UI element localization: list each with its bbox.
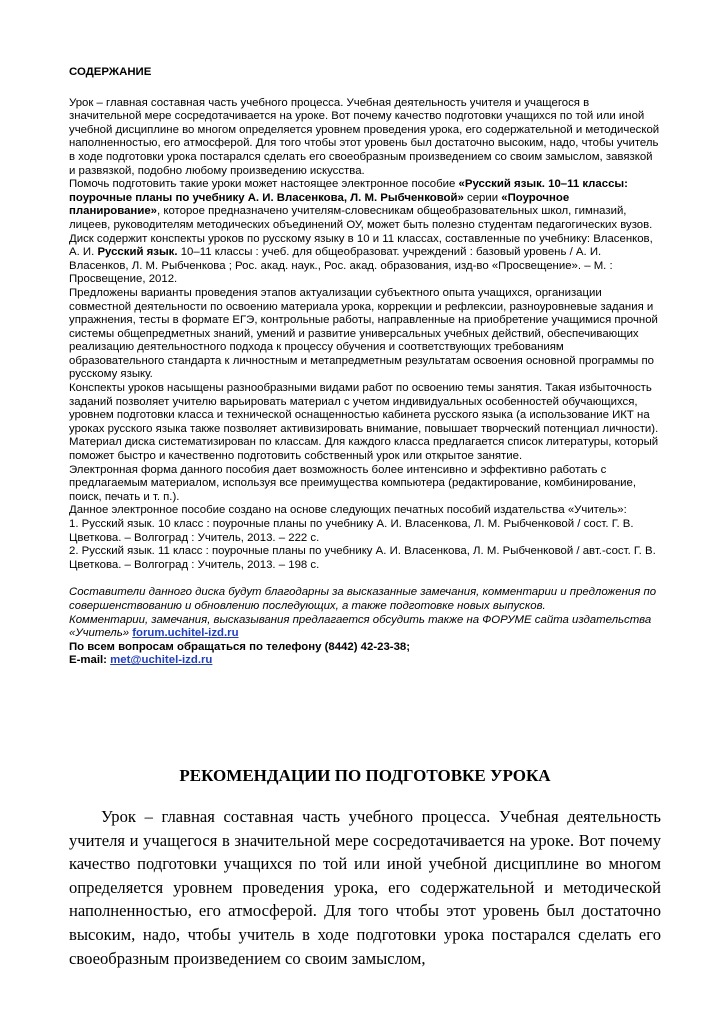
forum-note [69, 614, 661, 641]
electronic-form-paragraph: Электронная форма данного пособия дает возможность более интенсивно и эффективно работать с предлагаемым материалом, используя все преимущества компьютера (редактирование, комбинирование, поиск, печать и т. п.). [69, 463, 637, 503]
source-item-2: 2. Русский язык. 11 класс : поурочные планы по учебнику А. И. Власенкова, Л. М. Рыбченковой / авт.-сост. Г. В. Цветкова. – Волгоград : Учитель, 2013. – 198 с. [69, 545, 656, 571]
manual-title: «Русский язык. 10–11 классы: поурочные планы по учебнику А. И. Власенкова, Л. М. Рыбченковой» [69, 178, 628, 204]
disk-text-2: 10–11 классы : учеб. для общеобразоват. учреждений : базовый уровень / А. И. Власенков, Л. М. Рыбченкова ; Рос. акад. наук., Рос. акад. образования, изд-во «Просвещение». – М. : Просвещение, 2012. [69, 246, 613, 286]
lesson-notes-paragraph: Конспекты уроков насыщены разнообразными видами работ по освоению темы занятия. Такая избыточность заданий позволяет учителю варьировать материал с учетом индивидуальных особенностей обучающихся, уровнем подготовки класса и технической оснащенностью кабинета русского языка (а использование ИКТ на уроках русского языка также позволяет активизировать внимание, повышает творческий потенциал личности). [69, 382, 659, 435]
intro-paragraph: Урок – главная составная часть учебного процесса. Учебная деятельность учителя и учащегося в значительной мере сосредотачивается на уроке. Вот почему качество подготовки учащихся по той или иной учебной дисциплине во многом определяется уровнем проведения урока, его содержательной и методической наполненностью, его атмосферой. Для того чтобы этот уровень был достаточно высоким, надо, чтобы учитель в ходе подготовки урока постарался сделать его своеобразным произведением со своим замыслом, завязкой и развязкой, подобно любому произведению искусства. [69, 96, 660, 177]
printed-sources-paragraph: Данное электронное пособие создано на основе следующих печатных пособий издательства «Учитель»: [69, 504, 627, 517]
phone-line [69, 641, 661, 655]
forum-link[interactable]: forum.uchitel-izd.ru [132, 627, 239, 640]
manual-desc-text-2: серии [463, 191, 502, 204]
systematization-paragraph: Материал диска систематизирован по классам. Для каждого класса предлагается список литературы, который поможет быстро и качественно подготовить собственный урок или открытое занятие. [69, 436, 659, 463]
contents-block [69, 66, 661, 668]
manual-desc-text-1: Помочь подготовить такие уроки может настоящее электронное пособие [69, 178, 459, 191]
series-title: «Поурочное планирование» [69, 191, 570, 218]
contents-heading: СОДЕРЖАНИЕ [69, 66, 152, 78]
email-label: E-mail: [69, 654, 111, 667]
disk-text-1: Диск содержит конспекты уроков по русскому языку в 10 и 11 классах, составленные по учебнику: Власенков, А. И. [69, 232, 653, 259]
disk-contents-paragraph [69, 233, 661, 287]
section-title: РЕКОМЕНДАЦИИ ПО ПОДГОТОВКЕ УРОКА [179, 766, 551, 785]
source-item-1: 1. Русский язык. 10 класс : поурочные планы по учебнику А. И. Власенкова, Л. М. Рыбченковой / сост. Г. В. Цветкова. – Волгоград : Учитель, 2013. – 222 с. [69, 518, 634, 544]
feedback-note [69, 586, 661, 613]
feedback-text: Составители данного диска будут благодарны за высказанные замечания, комментарии и предложения по совершенствованию и обновлению последующих, а также подготовке новых выпусков. [69, 586, 657, 612]
email-link[interactable]: met@uchitel-izd.ru [110, 654, 213, 667]
stages-paragraph: Предложены варианты проведения этапов актуализации субъектного опыта учащихся, организации совместной деятельности по освоению материала урока, коррекции и рефлексии, разноуровневые задания и упражнения, тесты в формате ЕГЭ, контрольные работы, направленные на приобретение учащимися прочной системы общепредметных знаний, умений и развитие универсальных учебных действий, обеспечивающих реализацию деятельностного подхода к процессу обучения и соответствующих требованиям образовательного стандарта к личностным и метапредметным результатам освоения основной программы по русскому языку. [69, 286, 658, 381]
textbook-title: Русский язык. [97, 246, 178, 259]
forum-text: Комментарии, замечания, высказывания предлагается обсудить также на ФОРУМЕ сайта издательства «Учитель» [69, 613, 652, 640]
email-line [69, 654, 661, 668]
spacer [69, 572, 661, 586]
section-body: Урок – главная составная часть учебного процесса. Учебная деятельность учителя и учащегося в значительной мере сосредотачивается на уроке. Вот почему качество подготовки учащихся по той или иной учебной дисциплине во многом определяется уровнем проведения урока, его содержательной и методической наполненностью, его атмосферой. Для того чтобы этот уровень был достаточно высоким, надо, чтобы учитель в ходе подготовки урока постарался сделать его своеобразным произведением со своим замыслом, [69, 807, 661, 968]
phone-text: По всем вопросам обращаться по телефону (8442) 42-23-38; [69, 640, 411, 653]
manual-desc-text-3: , которое предназначено учителям-словесникам общеобразовательных школ, гимназий, лицеев, руководителям методических объединений ОУ, может быть полезно студентам педагогических вузов. [69, 205, 653, 231]
manual-description-paragraph [69, 178, 661, 232]
